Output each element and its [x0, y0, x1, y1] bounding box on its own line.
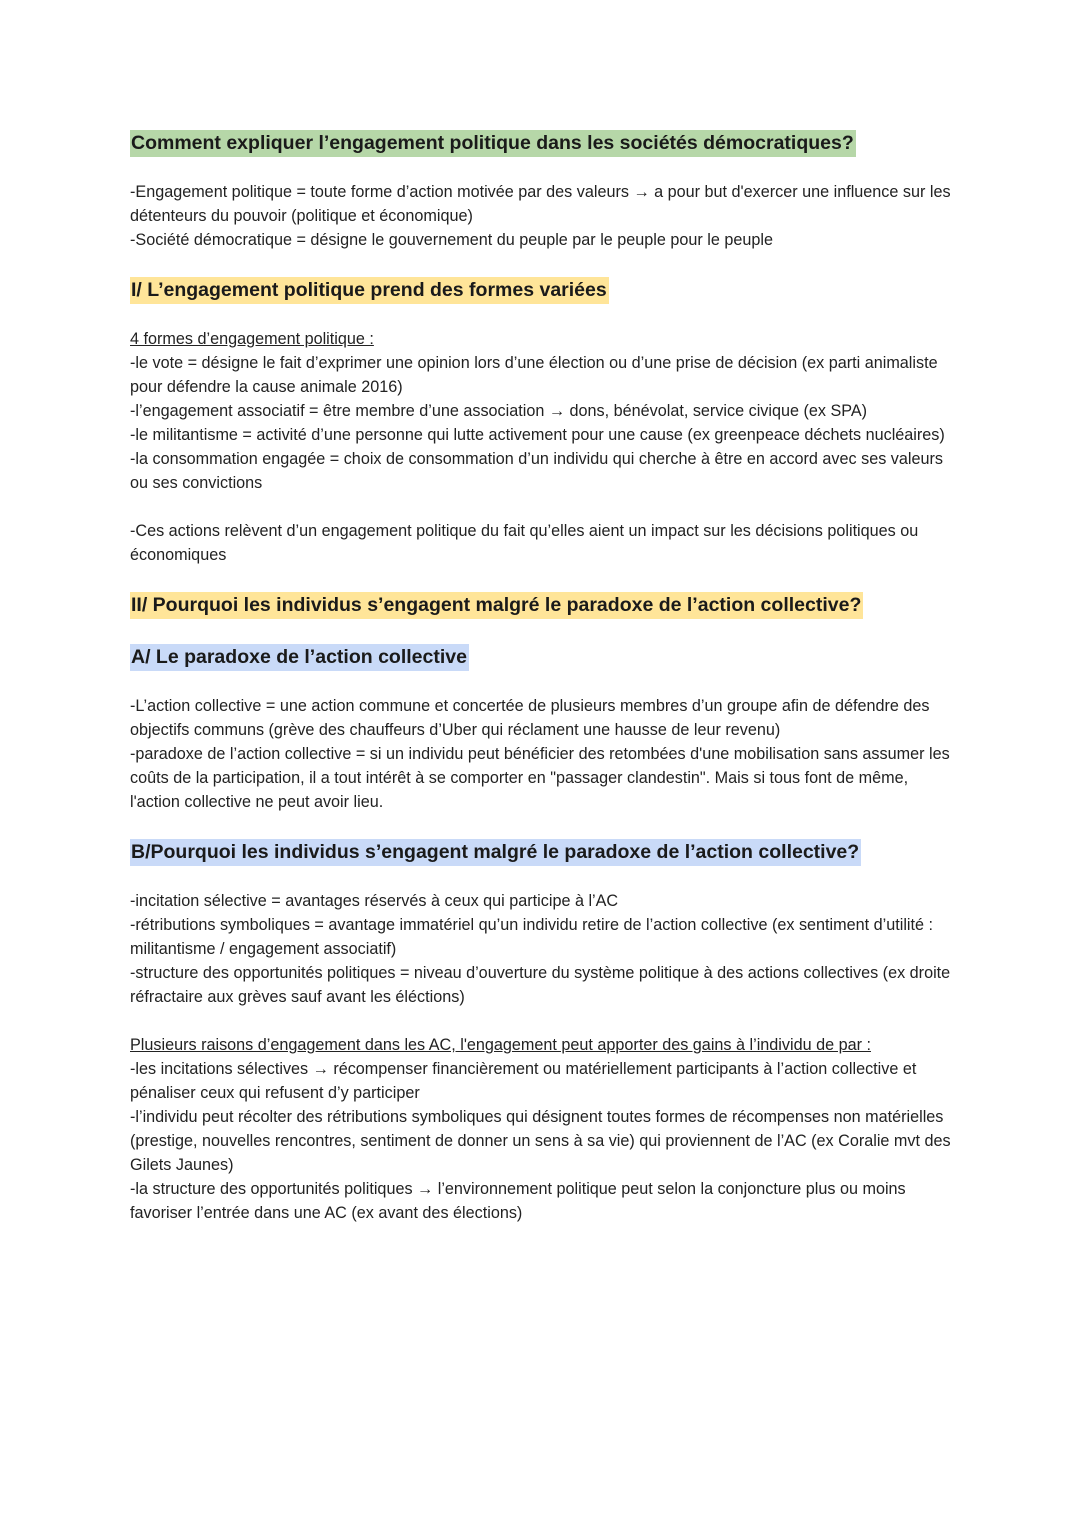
section-heading: II/ Pourquoi les individus s’engagent malgré le paradoxe de l’action collective?	[130, 592, 863, 619]
subsection-heading: B/Pourquoi les individus s’engagent malgré le paradoxe de l’action collective?	[130, 839, 861, 866]
list-item: -la structure des opportunités politiques → l’environnement politique peut selon la conjoncture plus ou moins favoriser l’entrée dans une AC (ex avant des élections)	[130, 1180, 906, 1222]
document-page	[130, 128, 952, 1225]
list-item: -la consommation engagée = choix de consommation d’un individu qui cherche à être en accord avec ses valeurs ou ses convictions	[130, 450, 943, 492]
intro-definition: -Engagement politique = toute forme d’action motivée par des valeurs → a pour but d'exercer une influence sur les détenteurs du pouvoir (politique et économique)	[130, 183, 951, 225]
list-item: -paradoxe de l’action collective = si un individu peut bénéficier des retombées d'une mobilisation sans assumer les coûts de la participation, il a tout intérêt à se comporter en "passager clandestin". Mais si tous font de même, l'action collective ne peut avoir lieu.	[130, 745, 950, 811]
list-item: -rétributions symboliques = avantage immatériel qu’un individu retire de l’action collective (ex sentiment d’utilité : militantisme / engagement associatif)	[130, 916, 934, 958]
list-item: -l’individu peut récolter des rétributions symboliques qui désignent toutes formes de récompenses non matérielles (prestige, nouvelles rencontres, sentiment de donner un sens à sa vie) qui proviennent de l’AC (ex Coralie mvt des Gilets Jaunes)	[130, 1108, 951, 1174]
list-item: -structure des opportunités politiques = niveau d’ouverture du système politique à des actions collectives (ex droite réfractaire aux grèves sauf avant les éléctions)	[130, 964, 951, 1006]
list-item: -les incitations sélectives → récompenser financièrement ou matériellement participants à l’action collective et pénaliser ceux qui refusent d’y participer	[130, 1060, 917, 1102]
intro-definition: -Société démocratique = désigne le gouvernement du peuple par le peuple pour le peuple	[130, 231, 774, 249]
list-item: -L’action collective = une action commune et concertée de plusieurs membres d’un groupe afin de défendre des objectifs communs (grève des chauffeurs d’Uber qui réclament une hausse de leur revenu)	[130, 697, 930, 739]
list-item: -le militantisme = activité d’une personne qui lutte activement pour une cause (ex greenpeace déchets nucléaires)	[130, 426, 945, 444]
subsection-heading: A/ Le paradoxe de l’action collective	[130, 644, 469, 671]
document-title: Comment expliquer l’engagement politique dans les sociétés démocratiques?	[130, 130, 856, 157]
section-heading: I/ L’engagement politique prend des formes variées	[130, 277, 609, 304]
section-subtitle: Plusieurs raisons d’engagement dans les AC, l'engagement peut apporter des gains à l’individu de par :	[130, 1036, 871, 1054]
section-conclusion: -Ces actions relèvent d’un engagement politique du fait qu’elles aient un impact sur les décisions politiques ou économiques	[130, 522, 919, 564]
list-item: -le vote = désigne le fait d’exprimer une opinion lors d’une élection ou d’une prise de décision (ex parti animaliste pour défendre la cause animale 2016)	[130, 354, 938, 396]
section-subtitle: 4 formes d’engagement politique :	[130, 330, 374, 348]
list-item: -incitation sélective = avantages réservés à ceux qui participe à l’AC	[130, 892, 619, 910]
list-item: -l’engagement associatif = être membre d’une association → dons, bénévolat, service civique (ex SPA)	[130, 402, 868, 420]
